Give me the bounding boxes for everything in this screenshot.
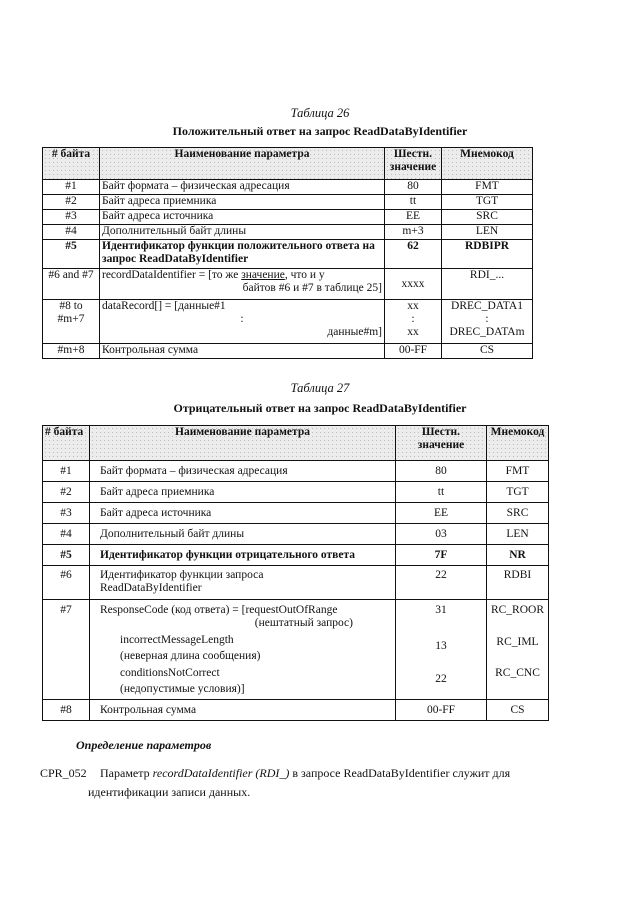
byte-cell: #1 bbox=[43, 461, 90, 482]
mnemo-cell: RDBIPR bbox=[442, 240, 533, 269]
table-row bbox=[43, 180, 533, 195]
table26-caption: Таблица 26 bbox=[290, 106, 350, 120]
mnemo-cell: FMT bbox=[487, 461, 549, 482]
mnemo-cell: RDBI bbox=[487, 566, 549, 600]
name-cell bbox=[90, 600, 396, 700]
table27 bbox=[42, 425, 549, 721]
mnemo-cell: TGT bbox=[442, 195, 533, 210]
header-mnemo: Мнемокод bbox=[487, 426, 549, 461]
header-byte: # байта bbox=[43, 426, 90, 461]
hex-cell: 62 bbox=[385, 240, 442, 269]
byte-cell bbox=[43, 300, 100, 344]
hex-cell: tt bbox=[396, 482, 487, 503]
name-cell: Идентификатор функции запроса ReadDataByIdentifier bbox=[90, 566, 396, 600]
paragraph-text: Параметр bbox=[100, 766, 153, 780]
table-row bbox=[43, 300, 533, 344]
byte-cell: #4 bbox=[43, 524, 90, 545]
name-cell: Идентификатор функции отрицательного ответа bbox=[90, 545, 396, 566]
name-cell: Байт формата – физическая адресация bbox=[90, 461, 396, 482]
name-cell bbox=[100, 300, 385, 344]
byte-cell: #5 bbox=[43, 545, 90, 566]
byte-cell: #2 bbox=[43, 482, 90, 503]
byte-cell: #3 bbox=[43, 210, 100, 225]
name-cell: Контрольная сумма bbox=[90, 700, 396, 721]
mnemo-text: DREC_DATA1 bbox=[451, 300, 523, 312]
name-cell: Байт формата – физическая адресация bbox=[100, 180, 385, 195]
section-title: Определение параметров bbox=[76, 738, 212, 752]
table-row bbox=[43, 240, 533, 269]
table-row bbox=[43, 344, 533, 359]
table27-title: Отрицательный ответ на запрос ReadDataByIdentifier bbox=[173, 401, 467, 415]
table26-title: Положительный ответ на запрос ReadDataByIdentifier bbox=[172, 124, 468, 138]
hex-cell: EE bbox=[396, 503, 487, 524]
table-row bbox=[43, 503, 549, 524]
byte-cell: #1 bbox=[43, 180, 100, 195]
byte-cell: #6 and #7 bbox=[43, 269, 100, 300]
name-text: dataRecord[] = [данные#1 bbox=[102, 300, 226, 312]
byte-cell: #8 bbox=[43, 700, 90, 721]
mnemo-cell: TGT bbox=[487, 482, 549, 503]
header-name: Наименование параметра bbox=[100, 148, 385, 180]
header-mnemo: Мнемокод bbox=[442, 148, 533, 180]
mnemo-cell bbox=[442, 300, 533, 344]
byte-cell: #4 bbox=[43, 225, 100, 240]
byte-cell: #7 bbox=[43, 600, 90, 700]
byte-cell: #5 bbox=[43, 240, 100, 269]
hex-cell: 00-FF bbox=[396, 700, 487, 721]
table-row bbox=[43, 700, 549, 721]
name-text: conditionsNotCorrect bbox=[120, 667, 220, 679]
mnemo-text: RC_CNC bbox=[495, 667, 540, 679]
mnemo-text: RC_ROOR bbox=[490, 604, 545, 616]
table-row bbox=[43, 225, 533, 240]
hex-cell: 80 bbox=[385, 180, 442, 195]
name-cell bbox=[100, 269, 385, 300]
hex-text: : bbox=[411, 313, 415, 325]
hex-text: 31 bbox=[435, 604, 447, 616]
mnemo-cell: SRC bbox=[442, 210, 533, 225]
hex-cell: xxxx bbox=[385, 269, 442, 300]
header-hex: Шестн. значение bbox=[385, 148, 442, 180]
requirement-id: CPR_052 bbox=[40, 766, 87, 780]
paragraph-text: идентификации записи данных. bbox=[88, 785, 251, 799]
paragraph-text: в запросе ReadDataByIdentifier служит для bbox=[289, 766, 511, 780]
header-byte: # байта bbox=[43, 148, 100, 180]
name-text: recordDataIdentifier = [то же bbox=[102, 269, 242, 281]
byte-cell: #3 bbox=[43, 503, 90, 524]
mnemo-cell: LEN bbox=[487, 524, 549, 545]
name-cell: Байт адреса приемника bbox=[90, 482, 396, 503]
byte-cell: #6 bbox=[43, 566, 90, 600]
mnemo-cell: RDI_... bbox=[442, 269, 533, 300]
mnemo-cell: SRC bbox=[487, 503, 549, 524]
hex-cell: m+3 bbox=[385, 225, 442, 240]
table-row bbox=[43, 566, 549, 600]
name-cell: Контрольная сумма bbox=[100, 344, 385, 359]
hex-cell: EE bbox=[385, 210, 442, 225]
hex-cell: 7F bbox=[396, 545, 487, 566]
name-text: , что и у bbox=[284, 269, 325, 281]
name-cell: Идентификатор функции положительного ответа на запрос ReadDataByIdentifier bbox=[100, 240, 385, 269]
name-text: incorrectMessageLength bbox=[120, 634, 234, 646]
byte-text: #m+7 bbox=[57, 313, 85, 325]
hex-text: 13 bbox=[435, 640, 447, 652]
mnemo-cell: NR bbox=[487, 545, 549, 566]
hex-text: xx bbox=[407, 326, 419, 338]
name-cell: Байт адреса источника bbox=[100, 210, 385, 225]
name-text: (недопустимые условия)] bbox=[120, 683, 245, 695]
name-text: ResponseCode (код ответа) = [requestOutOfRange bbox=[100, 604, 338, 616]
hex-cell: 80 bbox=[396, 461, 487, 482]
table-row bbox=[43, 269, 533, 300]
mnemo-cell: LEN bbox=[442, 225, 533, 240]
mnemo-text: : bbox=[485, 313, 489, 325]
mnemo-text: DREC_DATAm bbox=[449, 326, 525, 338]
table-row bbox=[43, 524, 549, 545]
mnemo-cell: CS bbox=[487, 700, 549, 721]
byte-text: #8 to bbox=[59, 300, 83, 312]
header-name: Наименование параметра bbox=[90, 426, 396, 461]
table-row bbox=[43, 195, 533, 210]
name-text: байтов #6 и #7 в таблице 25] bbox=[242, 282, 382, 294]
table-row bbox=[43, 600, 549, 700]
hex-cell: 00-FF bbox=[385, 344, 442, 359]
paragraph-emphasis: recordDataIdentifier (RDI_) bbox=[152, 766, 290, 780]
hex-cell: tt bbox=[385, 195, 442, 210]
mnemo-text: RC_IML bbox=[496, 636, 539, 648]
table-row bbox=[43, 482, 549, 503]
byte-cell: #2 bbox=[43, 195, 100, 210]
name-text: : bbox=[240, 313, 244, 325]
table-row bbox=[43, 210, 533, 225]
name-cell: Байт адреса источника bbox=[90, 503, 396, 524]
table26 bbox=[42, 147, 533, 359]
table27-caption: Таблица 27 bbox=[290, 381, 350, 395]
mnemo-cell bbox=[487, 600, 549, 700]
mnemo-cell: FMT bbox=[442, 180, 533, 195]
header-hex: Шестн. значение bbox=[396, 426, 487, 461]
hex-cell bbox=[385, 300, 442, 344]
hex-text: xx bbox=[407, 300, 419, 312]
table-row bbox=[43, 545, 549, 566]
table-row bbox=[43, 461, 549, 482]
byte-cell: #m+8 bbox=[43, 344, 100, 359]
name-text: данные#m] bbox=[327, 326, 382, 338]
hex-cell: 22 bbox=[396, 566, 487, 600]
hex-text: 22 bbox=[435, 673, 447, 685]
name-cell: Байт адреса приемника bbox=[100, 195, 385, 210]
name-cell: Дополнительный байт длины bbox=[90, 524, 396, 545]
name-text: (неверная длина сообщения) bbox=[120, 650, 261, 662]
mnemo-cell: CS bbox=[442, 344, 533, 359]
hex-cell bbox=[396, 600, 487, 700]
paragraph bbox=[40, 764, 600, 802]
name-underlined: значение bbox=[241, 269, 285, 281]
name-cell: Дополнительный байт длины bbox=[100, 225, 385, 240]
name-text: (нештатный запрос) bbox=[254, 617, 353, 629]
hex-cell: 03 bbox=[396, 524, 487, 545]
